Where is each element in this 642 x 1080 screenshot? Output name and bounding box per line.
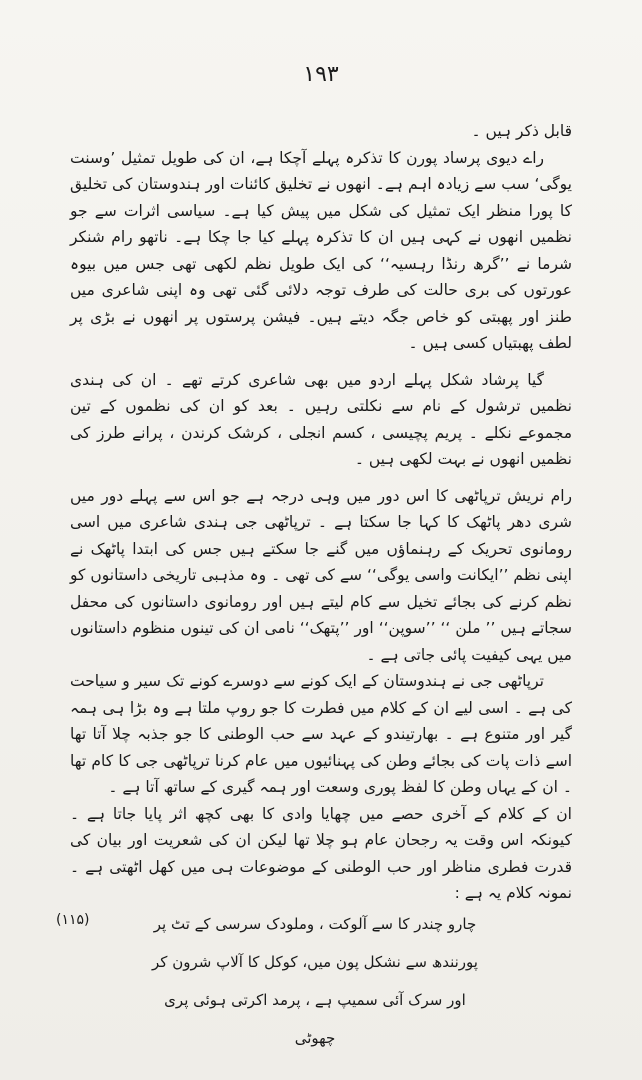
paragraph: رام نریش ترپاٹھی کا اس دور میں وہی درجہ ہے جو اس سے پہلے دور میں شری دھر پاٹھک کا کہا جا سکتا ہے ۔ ترپاٹھی جی ہندی شاعری میں اسی رومانوی تحریک کے رہنماؤں میں گنے جا سکتے ہیں جس کی ابتدا پاٹھک نے اپنی نظم ’’ایکانت واسی یوگی‘‘ سے کی تھی ۔ وہ مذہبی تاریخی داستانوں کو نظم کرنے کی بجائے تخیل سے کام لیتے ہیں اور رومانوی داستانوں کی محفل سجاتے ہیں ’’ ملن ‘‘ ’’سوپن‘‘ اور ’’پتھک‘‘ نامی ان کی تینوں منظوم داستانوں میں یہی کیفیت پائی جاتی ہے ۔ — [70, 486, 572, 664]
verse-number: (۱۱۵) — [56, 912, 90, 928]
verse-line: چارو چندر کا سے آلوکت ، وملودک سرسی کے تٹ پر — [153, 915, 477, 933]
paragraph: ان کے کلام کے آخری حصے میں چھایا وادی کا بھی کچھ اثر پایا جاتا ہے ۔ کیونکہ اس وقت یہ رجحان عام ہو چلا تھا لیکن ان کی شعریت اور بیان کی قدرت فطری مناظر اور حب الوطنی کے موضوعات ہی میں کھل اٹھتی ہے ۔ نمونہ کلام یہ ہے : — [70, 804, 572, 902]
verse-line: پورنندھ سے نشکل پون میں، کوکل کا آلاپ شرون کر — [152, 953, 478, 971]
paragraph: راے دیوی پرساد پورن کا تذکرہ پہلے آچکا ہے، ان کی طویل تمثیل ’وسنت یوگی‘ سب سے زیادہ اہم ہے۔ انھوں نے تخلیق کائنات اور ہندوستان کی تخلیق کا پورا منظر ایک تمثیل کی شکل میں پیش کیا ہے۔ سیاسی اثرات سے جو نظمیں انھوں نے کہی ہیں ان کا تذکرہ پہلے کیا جا چکا ہے۔ ناتھو رام شنکر شرما نے ’’گرھ رنڈا رہسیہ‘‘ کی ایک طویل نظم لکھی تھی جس میں بیوہ عورتوں کی بری حالت کی طرف توجہ دلائی گئی تھی وہ اپنی شاعری میں طنز اور پھبتی کو خاص جگہ دیتے ہیں۔ فیشن پرستوں پر انھوں نے بڑی پر لطف پھبتیاں کسی ہیں ۔ — [70, 148, 572, 352]
body-text — [70, 118, 572, 907]
poem-excerpt — [150, 905, 480, 1057]
paragraph: قابل ذکر ہیں ۔ — [471, 122, 572, 140]
page-number: ١٩٣ — [303, 62, 339, 87]
paragraph: ترپاٹھی جی نے ہندوستان کے ایک کونے سے دوسرے کونے تک سیر و سیاحت کی ہے ۔ اسی لیے ان کے کلام میں فطرت کا جو روپ ملتا ہے وہ بڑا ہی ہمہ گیر اور متنوع ہے ۔ بھارتیندو کے عہد سے حب الوطنی کا جو جذبہ چلا آتا تھا اسے ذات پات کی بجائے وطن کی پہنائیوں میں عام کرنا ترپاٹھی جی کا کام تھا ۔ ان کے یہاں وطن کا لفظ پوری وسعت اور ہمہ گیری کے ساتھ آتا ہے ۔ — [70, 672, 572, 796]
paragraph: گیا پرشاد شکل پہلے اردو میں بھی شاعری کرتے تھے ۔ ان کی ہندی نظمیں ترشول کے نام سے نکلتی رہیں ۔ بعد کو ان کی نظموں کے تین مجموعے نکلے ۔ پریم پچیسی ، کسم انجلی ، کرشک کرندن ، پرانے طرز کی نظمیں انھوں نے بہت لکھی ہیں ۔ — [70, 370, 572, 468]
verse-line: اور سرک آئی سمیپ ہے ، پرمد اکرتی ہوئی پری چھوٹی — [164, 991, 466, 1047]
